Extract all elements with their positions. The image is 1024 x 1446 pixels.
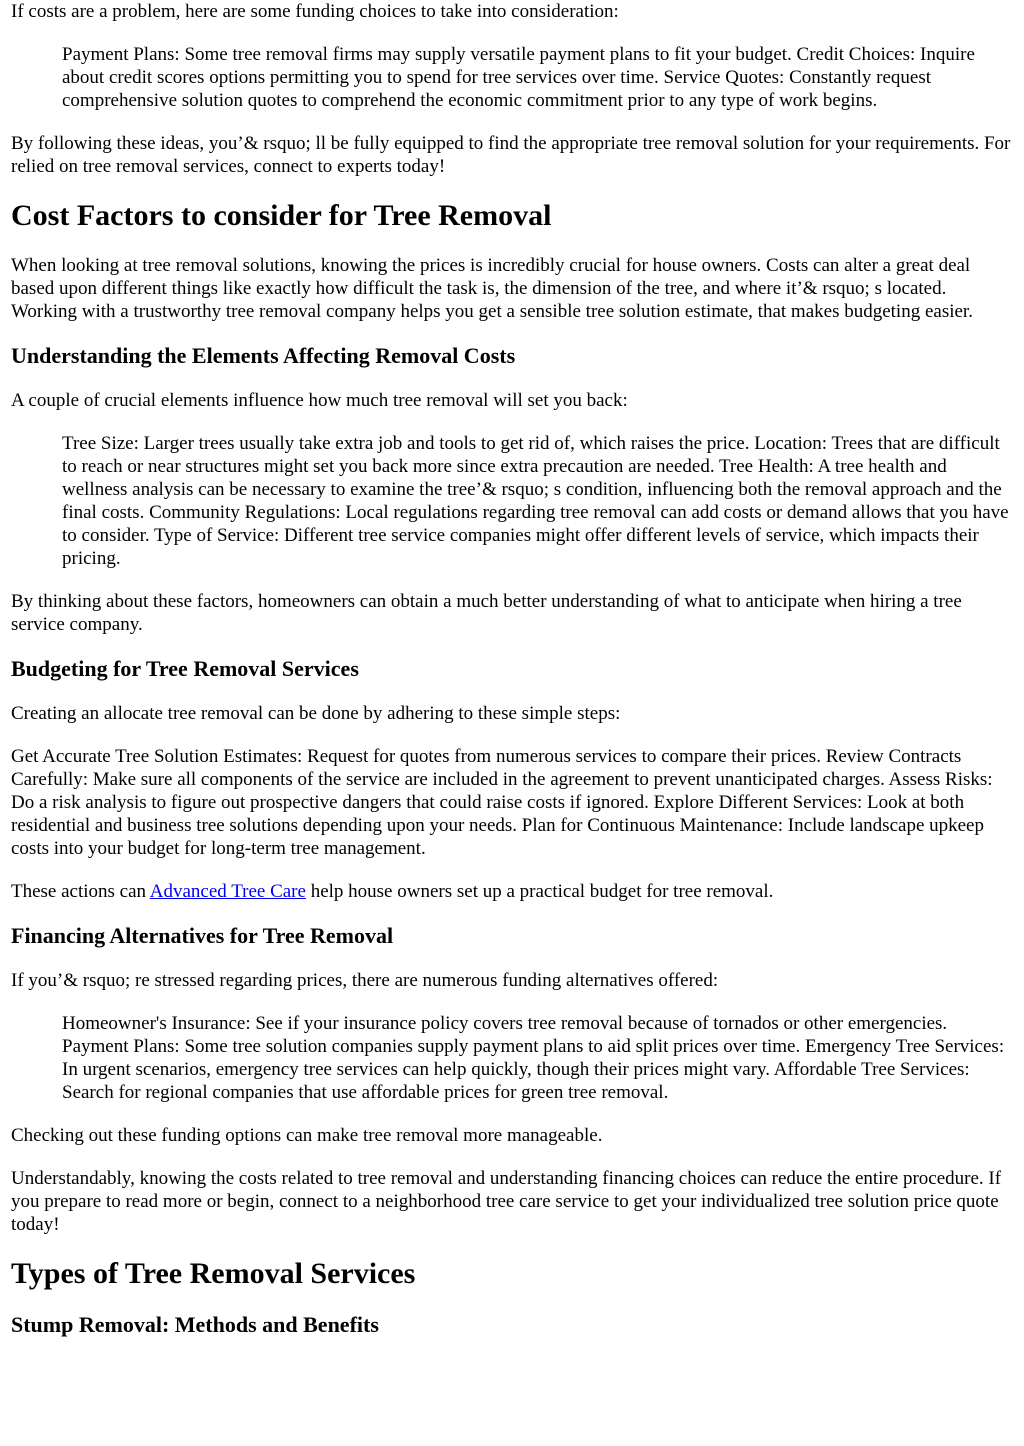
elements-intro-paragraph: A couple of crucial elements influence how much tree removal will set you back: — [11, 390, 628, 411]
cost-factors-paragraph: When looking at tree removal solutions, knowing the prices is incredibly crucial for house owners. Costs can alter a great deal based upon different things like exactly how difficult the task is, the dimension of the tree, and where it’& rsquo; s located. Working with a trustworthy tree removal company helps you get a sensible tree solution estimate, that makes budgeting easier. — [11, 255, 973, 322]
elements-closing-paragraph: By thinking about these factors, homeowners can obtain a much better understanding of what to anticipate when hiring a tree service company. — [11, 591, 962, 635]
budgeting-heading: Budgeting for Tree Removal Services — [11, 656, 359, 681]
budgeting-closing-after: help house owners set up a practical budget for tree removal. — [305, 881, 774, 902]
intro-paragraph: If costs are a problem, here are some funding choices to take into consideration: — [11, 1, 619, 22]
stump-removal-heading: Stump Removal: Methods and Benefits — [11, 1312, 379, 1337]
budgeting-steps-paragraph: Get Accurate Tree Solution Estimates: Request for quotes from numerous services to compare their prices. Review Contracts Carefully: Make sure all components of the service are included in the agreement to prevent unanticipated charges. Assess Risks: Do a risk analysis to figure out prospective dangers that could raise costs if ignored. Explore Different Services: Look at both residential and business tree solutions depending upon your needs. Plan for Continuous Maintenance: Include landscape upkeep costs into your budget for long-term tree management. — [11, 746, 993, 859]
intro-closing-paragraph: By following these ideas, you’& rsquo; ll be fully equipped to find the appropriate tree removal solution for your requirements. For relied on tree removal services, connect to experts today! — [11, 133, 1011, 177]
financing-note-paragraph: Checking out these funding options can make tree removal more manageable. — [11, 1125, 603, 1146]
budgeting-intro-paragraph: Creating an allocate tree removal can be done by adhering to these simple steps: — [11, 703, 621, 724]
financing-closing-paragraph: Understandably, knowing the costs related to tree removal and understanding financing choices can reduce the entire procedure. If you prepare to read more or begin, connect to a neighborhood tree care service to get your individualized tree solution price quote today! — [11, 1168, 1002, 1235]
financing-quote: Homeowner's Insurance: See if your insurance policy covers tree removal because of tornados or other emergencies. Payment Plans: Some tree solution companies supply payment plans to aid split prices over time. Emergency Tree Services: In urgent scenarios, emergency tree services can help quickly, though their prices might vary. Affordable Tree Services: Search for regional companies that use affordable prices for green tree removal. — [62, 1013, 1005, 1103]
cost-factors-heading: Cost Factors to consider for Tree Removal — [11, 199, 552, 232]
funding-choices-quote: Payment Plans: Some tree removal firms may supply versatile payment plans to fit your budget. Credit Choices: Inquire about credit scores options permitting you to spend for tree services over time. Service Quotes: Constantly request comprehensive solution quotes to comprehend the economic commitment prior to any type of work begins. — [62, 44, 975, 111]
financing-intro-paragraph: If you’& rsquo; re stressed regarding prices, there are numerous funding alternatives offered: — [11, 970, 719, 991]
budgeting-closing-before: These actions can — [11, 881, 150, 902]
elements-heading: Understanding the Elements Affecting Removal Costs — [11, 343, 516, 368]
financing-heading: Financing Alternatives for Tree Removal — [11, 923, 394, 948]
types-heading: Types of Tree Removal Services — [11, 1257, 416, 1290]
elements-quote: Tree Size: Larger trees usually take extra job and tools to get rid of, which raises the price. Location: Trees that are difficult to reach or near structures might set you back more since extra precaution are needed. Tree Health: A tree health and wellness analysis can be necessary to examine the tree’& rsquo; s condition, influencing both the removal approach and the final costs. Community Regulations: Local regulations regarding tree removal can add costs or demand allows that you have to consider. Type of Service: Different tree service companies might offer different levels of service, which impacts their pricing. — [62, 433, 1009, 569]
budgeting-closing-paragraph — [11, 880, 1016, 903]
advanced-tree-care-link[interactable]: Advanced Tree Care — [149, 881, 306, 902]
